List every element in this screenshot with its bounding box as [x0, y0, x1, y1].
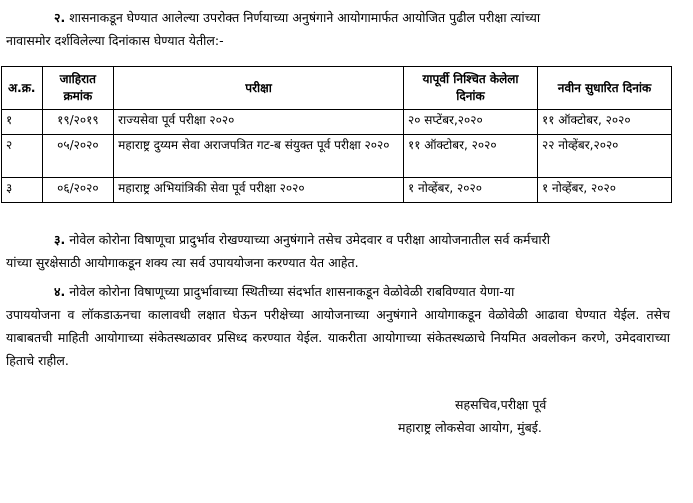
- cell-revised-date: ११ ऑक्टोबर, २०२०: [537, 110, 671, 135]
- cell-revised-date: १ नोव्हेंबर, २०२०: [537, 178, 671, 203]
- paragraph-3: [6, 228, 670, 274]
- cell-serial: ३: [2, 178, 43, 203]
- header-revised-date: नवीन सुधारित दिनांक: [537, 67, 671, 110]
- paragraph-3-text-2: यांच्या सुरक्षेसाठी आयोगाकडून शक्य त्या सर्व उपाययोजना करण्यात येत आहेत.: [6, 255, 359, 270]
- cell-advertisement: ०६/२०२०: [42, 178, 114, 203]
- exam-schedule-table: [1, 66, 672, 203]
- paragraph-2-text-2: नावासमोर दर्शविलेल्या दिनांकास घेण्यात येतील:-: [6, 33, 224, 48]
- table-row: [2, 110, 672, 135]
- header-previous-date: यापूर्वी निश्चित केलेला दिनांक: [403, 67, 537, 110]
- paragraph-2-line-1: [6, 6, 670, 29]
- cell-exam: राज्यसेवा पूर्व परीक्षा २०२०: [114, 110, 404, 135]
- header-exam: परीक्षा: [114, 67, 404, 110]
- paragraph-2: [6, 6, 670, 52]
- cell-exam: महाराष्ट्र दुय्यम सेवा अराजपत्रित गट-ब संयुक्त पूर्व परीक्षा २०२०: [114, 135, 404, 178]
- table-row: [2, 178, 672, 203]
- table-header-row: [2, 67, 672, 110]
- cell-previous-date: १ नोव्हेंबर, २०२०: [403, 178, 537, 203]
- paragraph-4-text-1: नोवेल कोरोना विषाणूच्या प्रादुर्भावाच्या स्थितीच्या संदर्भात शासनाकडून वेळोवेळी राबविण्यात येणा-या: [69, 284, 515, 299]
- cell-previous-date: ११ ऑक्टोबर, २०२०: [403, 135, 537, 178]
- paragraph-3-number: ३.: [54, 232, 66, 247]
- table-row: [2, 135, 672, 178]
- signature-designation: सहसचिव,परीक्षा पूर्व: [455, 397, 547, 412]
- paragraph-2-text-1: शासनाकडून घेण्यात आलेल्या उपरोक्त निर्णयाच्या अनुषंगाने आयोगामार्फत आयोजित पुढील परीक्षा त्यांच्या: [69, 10, 541, 25]
- cell-advertisement: ०५/२०२०: [42, 135, 114, 178]
- paragraph-4-number: ४.: [54, 284, 66, 299]
- cell-advertisement: १९/२०१९: [42, 110, 114, 135]
- paragraph-4: [6, 280, 670, 372]
- cell-previous-date: २० सप्टेंबर,२०२०: [403, 110, 537, 135]
- paragraph-4-text-3: घेण्यात येईल. तसेच याबाबतची माहिती आयोगाच्या संकेतस्थळावर प्रसिध्द करण्यात येईल. याकरीता आयोगाच्या: [6, 307, 670, 345]
- paragraph-4-line-1: [6, 280, 670, 303]
- signature-organization: महाराष्ट्र लोकसेवा आयोग, मुंबई.: [398, 420, 542, 435]
- cell-serial: २: [2, 135, 43, 178]
- header-advertisement: जाहिरात क्रमांक: [42, 67, 114, 110]
- paragraph-4-text-2: उपाययोजना व लॉकडाऊनचा कालावधी लक्षात घेऊन परीक्षेच्या आयोजनाच्या अनुषंगाने आयोगाकडून वेळोवेळी आढावा: [6, 307, 569, 322]
- signature-block: [398, 393, 638, 439]
- paragraph-4-text-4: संकेतस्थळाचे नियमित अवलोकन करणे, उमेदवाराच्या हिताचे राहील.: [6, 330, 670, 368]
- paragraph-2-number: २.: [54, 10, 66, 25]
- paragraph-3-line-1: [6, 228, 670, 251]
- paragraph-3-text-1: नोवेल कोरोना विषाणूचा प्रादुर्भाव रोखण्याच्या अनुषंगाने तसेच उमेदवार व परीक्षा आयोजनातील सर्व कर्मचारी: [69, 232, 550, 247]
- cell-serial: १: [2, 110, 43, 135]
- header-serial: अ.क्र.: [2, 67, 43, 110]
- cell-revised-date: २२ नोव्हेंबर,२०२०: [537, 135, 671, 178]
- cell-exam: महाराष्ट्र अभियांत्रिकी सेवा पूर्व परीक्षा २०२०: [114, 178, 404, 203]
